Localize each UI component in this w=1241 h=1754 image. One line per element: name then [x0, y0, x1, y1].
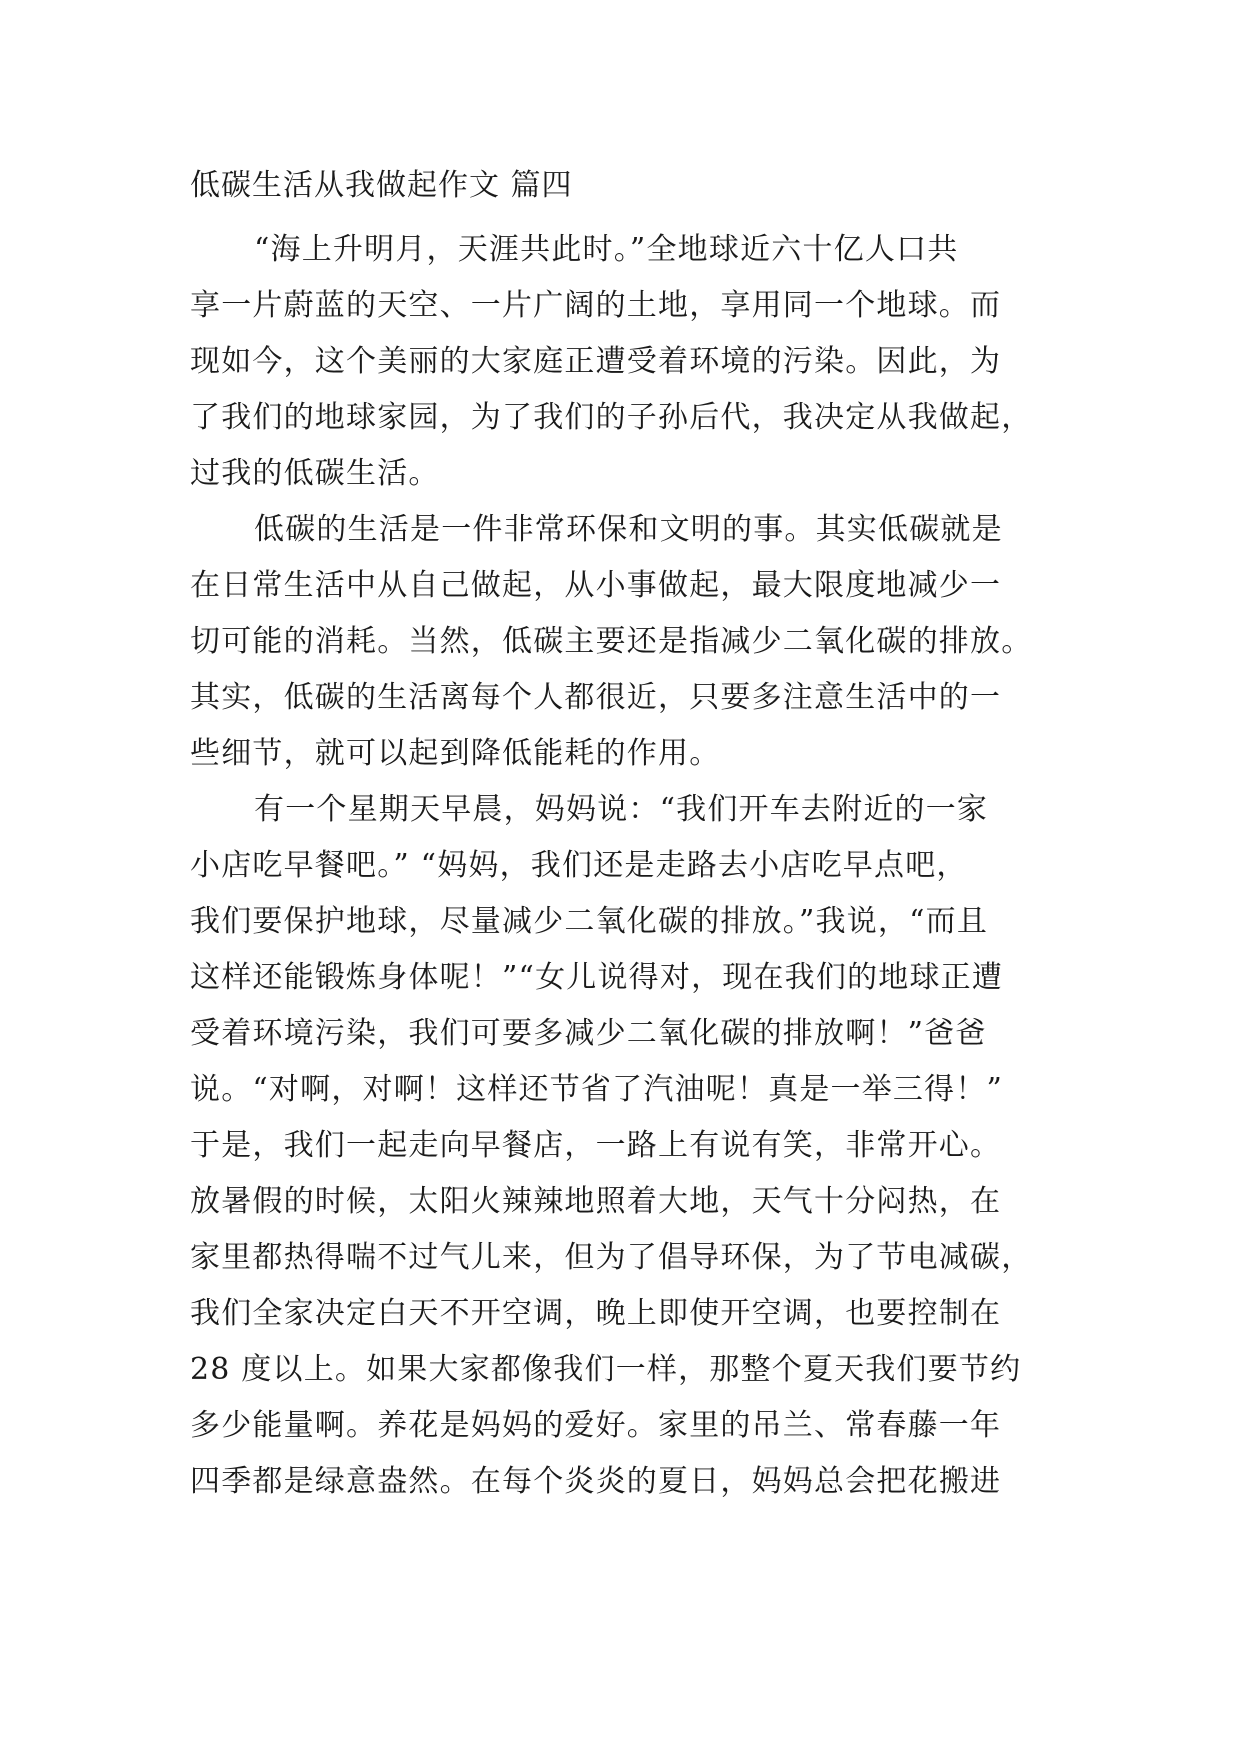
paragraph-2-line-4: 其实，低碳的生活离每个人都很近，只要多注意生活中的一 [190, 680, 1002, 715]
paragraph-3-line-8: 放暑假的时候，太阳火辣辣地照着大地，天气十分闷热，在 [190, 1184, 1002, 1219]
paragraph-1-line-4: 了我们的地球家园，为了我们的子孙后代，我决定从我做起， [190, 400, 1033, 435]
paragraph-3-line-11: 28 度以上。如果大家都像我们一样，那整个夏天我们要节约 [190, 1352, 1022, 1387]
paragraph-2-line-1: 低碳的生活是一件非常环保和文明的事。其实低碳就是 [254, 512, 1003, 547]
paragraph-3-line-9: 家里都热得喘不过气儿来，但为了倡导环保，为了节电减碳， [190, 1240, 1033, 1275]
paragraph-3-line-10: 我们全家决定白天不开空调，晚上即使开空调，也要控制在 [190, 1296, 1002, 1331]
paragraph-1-line-1: “海上升明月，天涯共此时。”全地球近六十亿人口共 [254, 232, 959, 267]
paragraph-1-line-3: 现如今，这个美丽的大家庭正遭受着环境的污染。因此，为 [190, 344, 1002, 379]
paragraph-1-line-5: 过我的低碳生活。 [190, 456, 440, 491]
paragraph-2-line-3: 切可能的消耗。当然，低碳主要还是指减少二氧化碳的排放。 [190, 624, 1033, 659]
paragraph-3-line-3: 我们要保护地球，尽量减少二氧化碳的排放。”我说，“而且 [190, 904, 989, 939]
paragraph-3-line-2: 小店吃早餐吧。” “妈妈，我们还是走路去小店吃早点吧， [190, 848, 968, 883]
paragraph-3-line-12: 多少能量啊。养花是妈妈的爱好。家里的吊兰、常春藤一年 [190, 1408, 1002, 1443]
paragraph-3-line-1: 有一个星期天早晨，妈妈说：“我们开车去附近的一家 [254, 792, 989, 827]
paragraph-2-line-5: 些细节，就可以起到降低能耗的作用。 [190, 736, 721, 771]
paragraph-2-line-2: 在日常生活中从自己做起，从小事做起，最大限度地减少一 [190, 568, 1002, 603]
paragraph-3-line-7: 于是，我们一起走向早餐店，一路上有说有笑，非常开心。 [190, 1128, 1002, 1163]
paragraph-3-line-13: 四季都是绿意盎然。在每个炎炎的夏日，妈妈总会把花搬进 [190, 1464, 1002, 1499]
paragraph-1-line-2: 享一片蔚蓝的天空、一片广阔的土地，享用同一个地球。而 [190, 288, 1002, 323]
essay-body [190, 222, 1050, 1510]
essay-title: 低碳生活从我做起作文 篇四 [190, 168, 573, 203]
paragraph-3-line-6: 说。“对啊，对啊！这样还节省了汽油呢！真是一举三得！” [190, 1072, 1004, 1107]
paragraph-3-line-5: 受着环境污染，我们可要多减少二氧化碳的排放啊！”爸爸 [190, 1016, 987, 1051]
paragraph-3-line-4: 这样还能锻炼身体呢！”“女儿说得对，现在我们的地球正遭 [190, 960, 1004, 995]
